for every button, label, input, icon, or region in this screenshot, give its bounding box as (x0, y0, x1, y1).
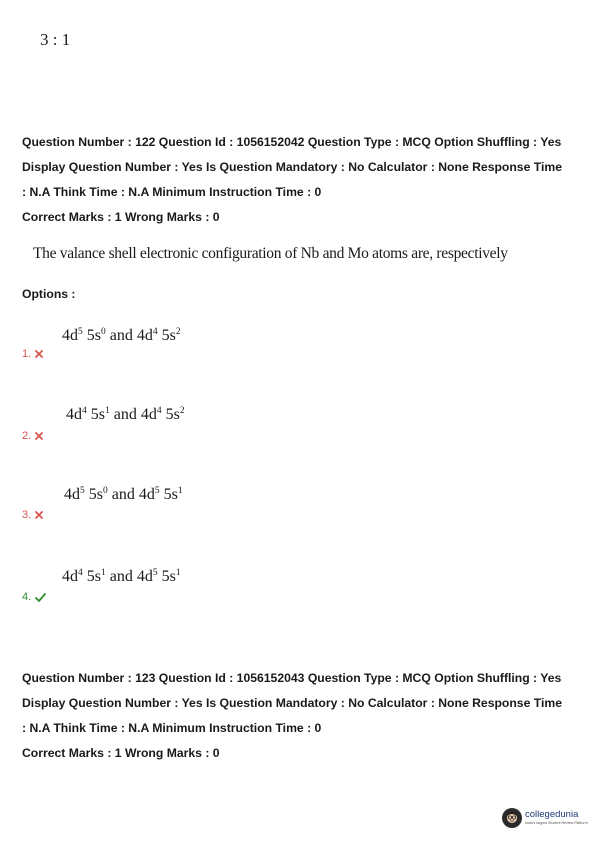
meta-line: Display Question Number : Yes Is Question Mandatory : No Calculator : None Response Time (22, 160, 562, 174)
cross-icon (35, 350, 43, 358)
cross-icon (35, 511, 43, 519)
previous-answer: 3 : 1 (40, 30, 71, 49)
option-3-number: 3. (22, 509, 43, 521)
meta-line: : N.A Think Time : N.A Minimum Instruction Time : 0 (22, 185, 322, 199)
meta-line: Display Question Number : Yes Is Question Mandatory : No Calculator : None Response Time (22, 696, 562, 710)
option-1-formula: $4d^5$ $5s^0$ and $4d^4$ $5s^2$ (62, 327, 181, 344)
marks-line: Correct Marks : 1 Wrong Marks : 0 (22, 210, 220, 224)
collegedunia-logo (502, 804, 590, 832)
option-2-formula: $4d^4$ $5s^1$ and $4d^4$ $5s^2$ (66, 406, 185, 423)
question-123-meta (22, 666, 582, 766)
brand-tagline: India's largest Student Review Platform (525, 820, 588, 825)
option-4-formula: $4d^4$ $5s^1$ and $4d^5$ $5s^1$ (62, 568, 181, 585)
option-1-number: 1. (22, 348, 43, 360)
marks-line: Correct Marks : 1 Wrong Marks : 0 (22, 746, 220, 760)
mascot-icon (502, 808, 522, 828)
meta-line: Question Number : 123 Question Id : 1056152043 Question Type : MCQ Option Shuffling : Yes (22, 671, 562, 685)
option-4-number: 4. (22, 591, 46, 603)
question-122-meta (22, 130, 582, 230)
check-icon (35, 593, 46, 602)
brand-name: collegedunia (525, 809, 579, 821)
option-2-number: 2. (22, 430, 43, 442)
cross-icon (35, 432, 43, 440)
option-3-formula: $4d^5$ $5s^0$ and $4d^5$ $5s^1$ (64, 486, 183, 503)
options-label: Options : (22, 287, 76, 301)
question-text: The valance shell electronic configuration of Nb and Mo atoms are, respectively (33, 245, 508, 262)
meta-line: : N.A Think Time : N.A Minimum Instruction Time : 0 (22, 721, 322, 735)
meta-line: Question Number : 122 Question Id : 1056152042 Question Type : MCQ Option Shuffling : Yes (22, 135, 562, 149)
